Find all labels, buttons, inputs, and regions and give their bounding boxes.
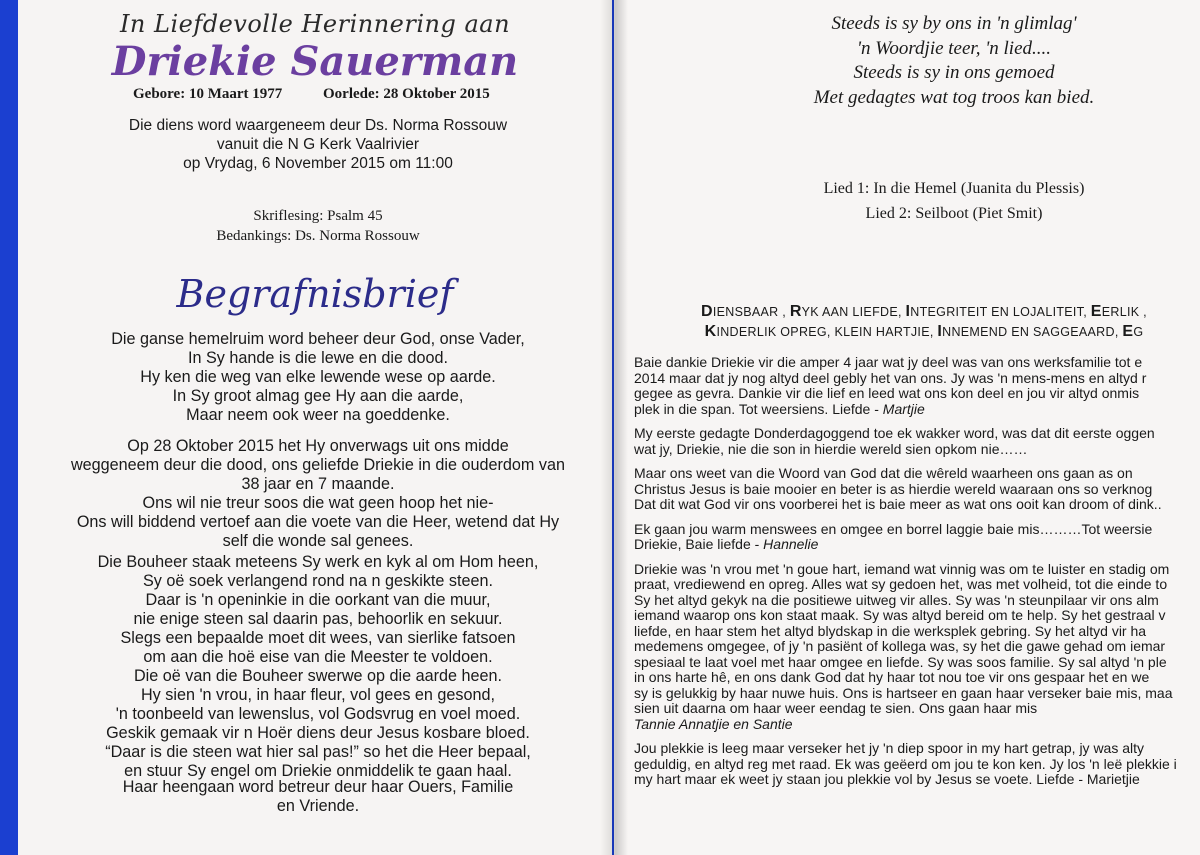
message-line: Driekie was 'n vrou met 'n goue hart, iemand wat vinnig was om te luister en stadig om <box>634 560 1170 577</box>
message-line: iemand waarop ons kon staat maak. Sy was altyd bereid om te help. Sy het gestraal v <box>634 607 1166 623</box>
poem-line: 'n Woordjie teer, 'n lied.... <box>856 37 1052 59</box>
passing-paragraph <box>38 437 598 551</box>
acrostic-initial: E <box>1122 323 1134 340</box>
message-signature: Tannie Annatjie en Santie <box>634 715 793 732</box>
funeral-letter-title: Begrafnisbrief <box>176 272 454 316</box>
paragraph-line: Ons wil nie treur soos die wat geen hoop het nie- <box>142 494 494 512</box>
acrostic-line <box>644 322 1200 342</box>
tribute-messages <box>634 355 1200 797</box>
verse-line: Die Bouheer staak meteens Sy werk en kyk al om Hom heen, <box>97 553 539 571</box>
message-signature: Martjie <box>882 400 925 417</box>
acrostic-initial: D <box>701 303 713 320</box>
message-line: Ek gaan jou warm menswees en omgee en borrel laggie baie mis………Tot weersie <box>634 520 1153 537</box>
remembrance-poem <box>694 12 1200 110</box>
acrostic-word: IENSBAAR , <box>712 305 790 319</box>
closing-line: Haar heengaan word betreur deur haar Ouers, Familie <box>122 778 514 796</box>
tribute-message <box>634 355 1200 417</box>
verse-line: Sy oë soek verlangend rond na n geskikte steen. <box>142 572 494 590</box>
song-list <box>694 176 1200 226</box>
acrostic-word: NNEMEND EN SAGGEAARD, <box>942 325 1123 339</box>
deceased-name: Driekie Sauerman <box>111 38 519 85</box>
closing-line: en Vriende. <box>276 797 360 815</box>
card-fold-shadow <box>600 0 628 855</box>
message-line: liefde, en haar stem het altyd blydskap in die werksplek gebring. Sy het altyd vir ha <box>634 622 1147 639</box>
acrostic-initial: K <box>704 323 717 340</box>
message-line: Driekie, Baie liefde - <box>634 536 764 552</box>
acrostic-initial: R <box>789 303 802 320</box>
poem-line: Steeds is sy by ons in 'n glimlag' <box>831 13 1077 34</box>
verse-line: “Daar is die steen wat hier sal pas!” so het die Heer bepaal, <box>105 743 531 761</box>
acrostic-initial: I <box>937 323 943 340</box>
verse-line: Slegs een bepaalde moet dit wees, van sierlike fatsoen <box>120 629 516 647</box>
message-line: Christus Jesus is baie mooier en beter is as hierdie wereld waaraan ons so verknog <box>634 480 1153 497</box>
acrostic-word: YK AAN LIEFDE, <box>801 305 906 319</box>
verse-line: Daar is 'n openinkie in die oorkant van die muur, <box>145 591 491 609</box>
verse-line: Die oë van die Bouheer swerwe op die aarde heen. <box>133 667 503 685</box>
opening-poem <box>38 330 598 425</box>
poem-line: Maar neem ook weer na goeddenke. <box>186 406 450 424</box>
paragraph-line: Op 28 Oktober 2015 het Hy onverwags uit ons midde <box>127 437 509 455</box>
message-line: in ons harte hê, en ons dank God dat hy haar tot nou toe vir ons gespaar het en we <box>634 669 1150 685</box>
poem-line: In Sy groot almag gee Hy aan die aarde, <box>172 387 464 405</box>
poem-line: Hy ken die weg van elke lewende wese op aarde. <box>140 368 496 386</box>
message-line: praat, vrediewend en opreg. Alles wat sy gedoen het, was met volheid, tot die einde to <box>634 576 1168 592</box>
verse-line: 'n toonbeeld van lewenslus, vol Godsvrug en voel moed. <box>115 705 521 723</box>
message-line: wat jy, Driekie, nie die son in hierdie wereld sien opkom nie…… <box>634 440 1028 457</box>
acrostic-line <box>644 302 1200 322</box>
paragraph-line: 38 jaar en 7 maande. <box>241 475 395 493</box>
service-details <box>78 116 558 173</box>
left-card-page <box>18 0 612 855</box>
message-line: My eerste gedagte Donderdagoggend toe ek wakker word, was dat dit eerste oggen <box>634 425 1155 441</box>
acrostic-initial: E <box>1090 303 1102 320</box>
death-date: Oorlede: 28 Oktober 2015 <box>323 86 490 102</box>
builder-poem <box>38 553 598 781</box>
paragraph-line: Ons will biddend vertoef aan die voete van die Heer, wetend dat Hy <box>76 513 560 531</box>
song-item: Lied 2: Seilboot (Piet Smit) <box>865 205 1043 222</box>
poem-line: In Sy hande is die lewe en die dood. <box>187 349 449 367</box>
message-line: 2014 maar dat jy nog altyd deel gebly het van ons. Jy was 'n mens-mens en altyd r <box>634 369 1147 386</box>
tribute-message <box>634 522 1200 553</box>
message-line: geduldig, en altyd reg met raad. Ek was geëerd om jou te kon ken. Jy los 'n leë plekkie i <box>634 755 1177 772</box>
message-line: Dat dit wat God vir ons voorberei het is baie meer as wat ons ooit kan droom of dink.. <box>634 496 1162 512</box>
thanks-line: Bedankings: Ds. Norma Rossouw <box>216 228 420 244</box>
verse-line: Hy sien 'n vrou, in haar fleur, vol gees en gesond, <box>140 686 496 704</box>
message-line: Jou plekkie is leeg maar verseker het jy 'n diep spoor in my hart getrap, jy was alty <box>634 740 1145 756</box>
message-line: Baie dankie Driekie vir die amper 4 jaar wat jy deel was van ons werksfamilie tot e <box>634 354 1143 370</box>
life-dates <box>133 86 513 103</box>
mourners-line <box>38 778 598 816</box>
verse-line: Geskik gemaak vir n Hoër diens deur Jesus kosbare bloed. <box>106 724 530 742</box>
birth-date: Gebore: 10 Maart 1977 <box>133 86 283 102</box>
name-acrostic <box>644 302 1200 342</box>
message-line: Sy het altyd gekyk na die positiewe uitweg vir alles. Sy was 'n steunpilaar vir ons alm <box>634 591 1159 608</box>
acrostic-word: ERLIK , <box>1101 305 1147 319</box>
acrostic-word: G <box>1133 325 1144 339</box>
message-line: sien uit daarna om haar weer eendag te sien. Ons gaan haar mis <box>634 700 1038 716</box>
poem-line: Steeds is sy in ons gemoed <box>853 62 1055 83</box>
message-line: medemens omgegee, of jy 'n pasiënt of kollega was, sy het die gawe gehad om iemar <box>634 638 1166 654</box>
tribute-message <box>634 466 1200 513</box>
message-signature: Hannelie <box>763 536 819 552</box>
message-line: gegee as gevra. Dankie vir die lief en leed wat ons kon deel en jou vir altyd onmis <box>634 385 1140 401</box>
message-line: plek in die span. Tot weersiens. Liefde - <box>634 400 883 417</box>
verse-line: nie enige steen sal daarin pas, behoorlik en sekuur. <box>133 610 503 628</box>
acrostic-word: INDERLIK OPREG, KLEIN HARTJIE, <box>716 325 938 339</box>
service-line: Die diens word waargeneem deur Ds. Norma Rossouw <box>128 117 508 134</box>
song-item: Lied 1: In die Hemel (Juanita du Plessis) <box>823 180 1085 197</box>
tribute-message <box>634 562 1200 733</box>
poem-line: Die ganse hemelruim word beheer deur God, onse Vader, <box>111 330 525 348</box>
tribute-message <box>634 426 1200 457</box>
right-card-page <box>614 0 1200 855</box>
verse-line: en stuur Sy engel om Driekie onmiddelik te gaan haal. <box>124 762 512 780</box>
tribute-message <box>634 741 1200 788</box>
order-of-service <box>78 206 558 246</box>
paragraph-line: weggeneem deur die dood, ons geliefde Driekie in die ouderdom van <box>70 456 566 474</box>
message-line: my hart maar ek weet jy staan jou plekkie vol by Jesus se voete. Liefde - Marietjie <box>634 771 1140 787</box>
message-line: spesiaal te laat voel met haar omgee en liefde. Sy was soos familie. Sy sal altyd 'n ple <box>634 653 1167 670</box>
message-line: Maar ons weet van die Woord van God dat die wêreld waarheen ons gaan as on <box>634 465 1133 481</box>
paragraph-line: self die wonde sal genees. <box>222 532 414 550</box>
service-line: op Vrydag, 6 November 2015 om 11:00 <box>183 155 453 172</box>
verse-line: om aan die hoë eise van die Meester te voldoen. <box>143 648 493 666</box>
poem-line: Met gedagtes wat tog troos kan bied. <box>813 86 1095 108</box>
message-line: sy is gelukkig by haar nuwe huis. Ons is hartseer en gaan haar verseker baie mis, maa <box>634 684 1173 701</box>
scripture-reading: Skriflesing: Psalm 45 <box>253 208 383 224</box>
memorial-heading: In Liefdevolle Herinnering aan <box>119 10 511 38</box>
acrostic-initial: I <box>905 303 911 320</box>
service-line: vanuit die N G Kerk Vaalrivier <box>216 136 420 153</box>
acrostic-word: NTEGRITEIT EN LOJALITEIT, <box>910 305 1091 319</box>
